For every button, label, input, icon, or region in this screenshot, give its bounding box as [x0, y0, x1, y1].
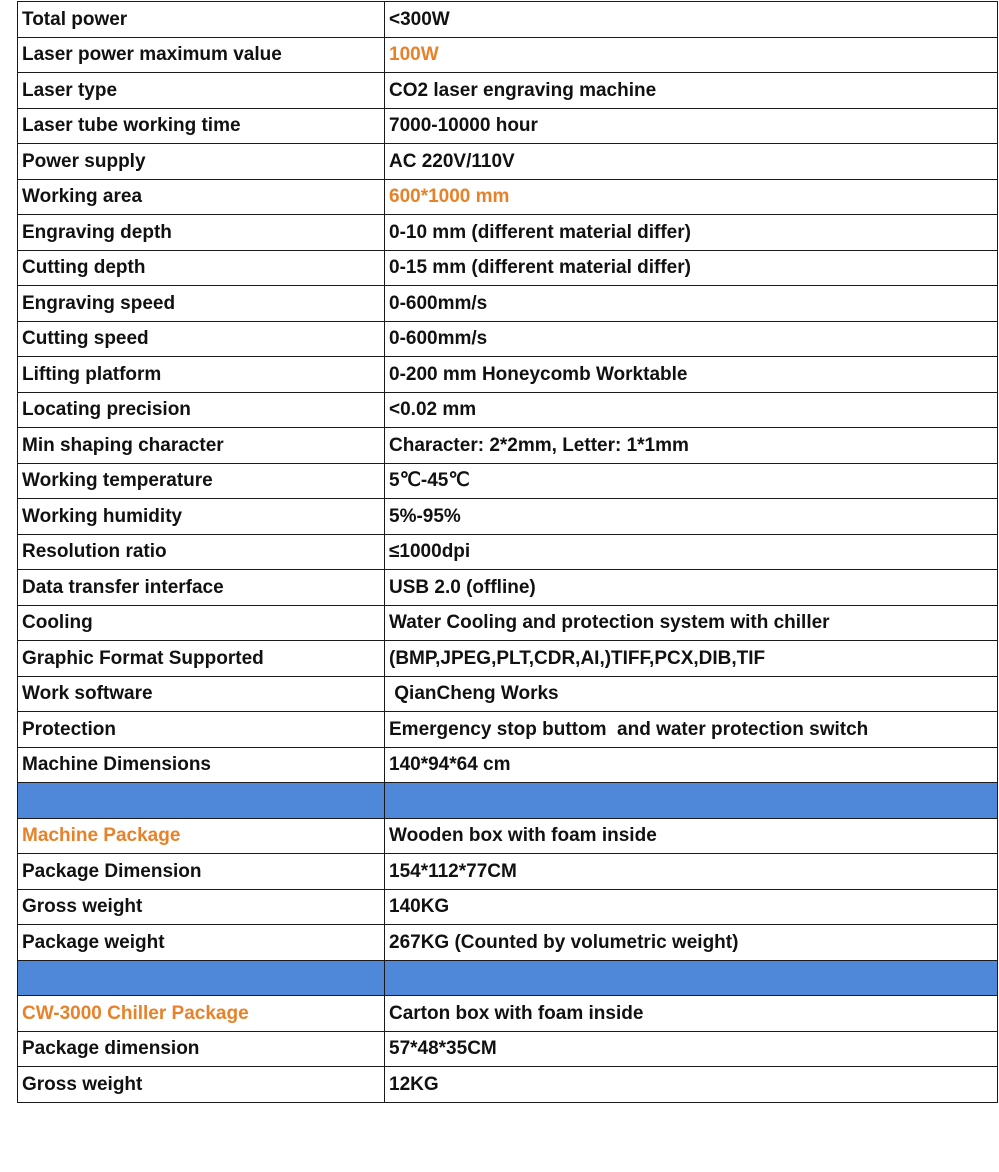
spec-label: Engraving depth [18, 215, 385, 251]
spec-value: Character: 2*2mm, Letter: 1*1mm [385, 428, 998, 464]
spec-value: USB 2.0 (offline) [385, 570, 998, 606]
table-row [18, 925, 998, 961]
spec-value: Emergency stop buttom and water protection switch [385, 712, 998, 748]
spec-label: Resolution ratio [18, 534, 385, 570]
spec-label: Graphic Format Supported [18, 641, 385, 677]
spec-label: Package Dimension [18, 854, 385, 890]
section-separator-row [18, 960, 998, 996]
spec-label: Gross weight [18, 1067, 385, 1103]
table-row [18, 392, 998, 428]
spec-value: Water Cooling and protection system with chiller [385, 605, 998, 641]
table-row [18, 428, 998, 464]
spec-label: Laser tube working time [18, 108, 385, 144]
table-row [18, 641, 998, 677]
spec-label: Machine Dimensions [18, 747, 385, 783]
table-row [18, 605, 998, 641]
spec-label: Package weight [18, 925, 385, 961]
table-row [18, 73, 998, 109]
spec-value: <0.02 mm [385, 392, 998, 428]
table-row [18, 250, 998, 286]
spec-value: 0-15 mm (different material differ) [385, 250, 998, 286]
spec-value: 5%-95% [385, 499, 998, 535]
spec-value-highlighted: 600*1000 mm [385, 179, 998, 215]
spec-value: 0-600mm/s [385, 286, 998, 322]
spec-value: 0-10 mm (different material differ) [385, 215, 998, 251]
table-row [18, 463, 998, 499]
spec-label: Total power [18, 2, 385, 38]
table-row [18, 1031, 998, 1067]
spec-label: Cutting depth [18, 250, 385, 286]
table-row [18, 747, 998, 783]
spec-label: Power supply [18, 144, 385, 180]
table-row [18, 108, 998, 144]
spec-value: 140*94*64 cm [385, 747, 998, 783]
table-row [18, 570, 998, 606]
spec-value: 0-200 mm Honeycomb Worktable [385, 357, 998, 393]
spec-label: Laser power maximum value [18, 37, 385, 73]
spec-value: Wooden box with foam inside [385, 818, 998, 854]
spec-label: Data transfer interface [18, 570, 385, 606]
table-row [18, 215, 998, 251]
spec-value: QianCheng Works [385, 676, 998, 712]
spec-label: Laser type [18, 73, 385, 109]
spec-value: <300W [385, 2, 998, 38]
separator-cell [385, 783, 998, 819]
spec-label: Protection [18, 712, 385, 748]
spec-value: 7000-10000 hour [385, 108, 998, 144]
section-heading-chiller-package: CW-3000 Chiller Package [18, 996, 385, 1032]
spec-value: 57*48*35CM [385, 1031, 998, 1067]
table-row [18, 818, 998, 854]
spec-value: 0-600mm/s [385, 321, 998, 357]
section-heading-machine-package: Machine Package [18, 818, 385, 854]
table-row [18, 712, 998, 748]
spec-label: Package dimension [18, 1031, 385, 1067]
spec-value: AC 220V/110V [385, 144, 998, 180]
spec-label: Work software [18, 676, 385, 712]
spec-value: CO2 laser engraving machine [385, 73, 998, 109]
table-row [18, 2, 998, 38]
spec-label: Locating precision [18, 392, 385, 428]
spec-label: Cooling [18, 605, 385, 641]
spec-label: Engraving speed [18, 286, 385, 322]
table-row [18, 357, 998, 393]
table-row [18, 144, 998, 180]
spec-value: 12KG [385, 1067, 998, 1103]
spec-value: ≤1000dpi [385, 534, 998, 570]
spec-value: 5℃-45℃ [385, 463, 998, 499]
section-separator-row [18, 783, 998, 819]
table-row [18, 534, 998, 570]
table-row [18, 321, 998, 357]
table-row [18, 676, 998, 712]
separator-cell [18, 783, 385, 819]
spec-label: Gross weight [18, 889, 385, 925]
spec-label: Working area [18, 179, 385, 215]
specifications-table [17, 1, 998, 1103]
spec-label: Cutting speed [18, 321, 385, 357]
table-row [18, 889, 998, 925]
table-row [18, 286, 998, 322]
spec-value: (BMP,JPEG,PLT,CDR,AI,)TIFF,PCX,DIB,TIF [385, 641, 998, 677]
spec-label: Min shaping character [18, 428, 385, 464]
table-row [18, 854, 998, 890]
table-row [18, 1067, 998, 1103]
spec-value: Carton box with foam inside [385, 996, 998, 1032]
spec-value: 140KG [385, 889, 998, 925]
spec-value: 154*112*77CM [385, 854, 998, 890]
table-row [18, 996, 998, 1032]
spec-value-highlighted: 100W [385, 37, 998, 73]
spec-value: 267KG (Counted by volumetric weight) [385, 925, 998, 961]
table-row [18, 499, 998, 535]
separator-cell [385, 960, 998, 996]
table-row [18, 37, 998, 73]
spec-label: Working temperature [18, 463, 385, 499]
spec-label: Working humidity [18, 499, 385, 535]
table-row [18, 179, 998, 215]
separator-cell [18, 960, 385, 996]
spec-label: Lifting platform [18, 357, 385, 393]
